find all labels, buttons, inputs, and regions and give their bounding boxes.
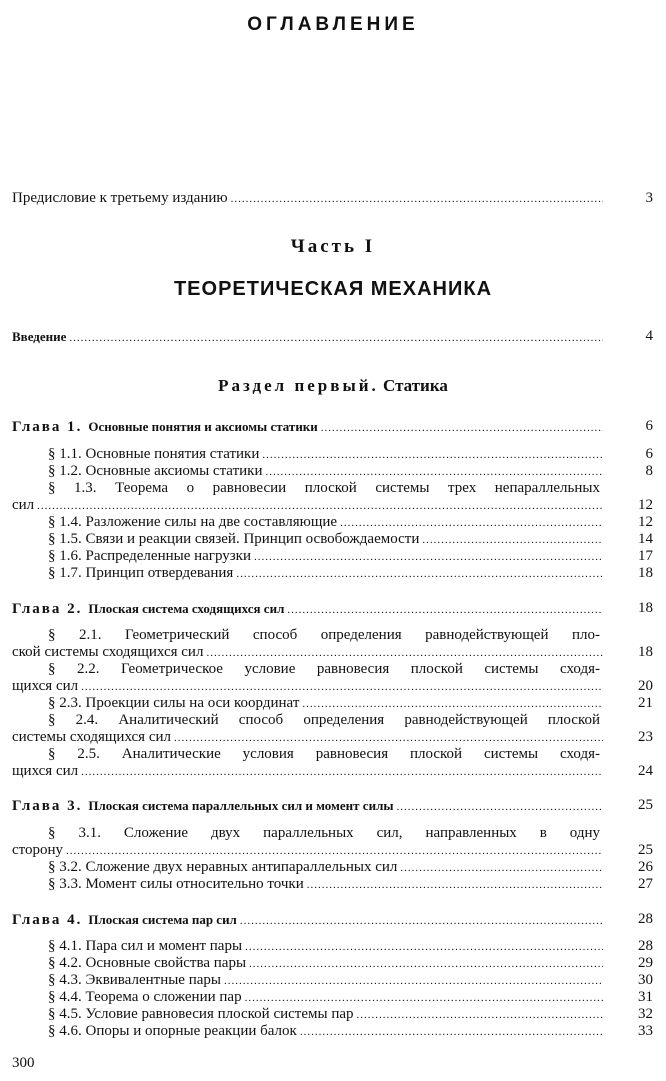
- toc-chapter-4[interactable]: [12, 911, 606, 930]
- chapter-prefix: Глава 3.: [12, 798, 83, 814]
- entry-label: Плоская система сходящихся сил: [88, 601, 285, 616]
- toc-entry[interactable]: § 3.2. Сложение двух неравных антипараллельных сил .....: [48, 859, 606, 877]
- page-ref: 18: [638, 644, 653, 660]
- page-number: 300: [12, 1055, 35, 1071]
- toc-entry[interactable]: § 4.6. Опоры и опорные реакции балок .....: [48, 1023, 606, 1041]
- page-ref: 4: [645, 328, 653, 344]
- toc-entry-line1: § 2.4. Аналитический способ определения равнодействующей плоской: [48, 712, 600, 728]
- entry-label: Введение: [12, 329, 67, 344]
- page-ref: 12: [638, 497, 653, 513]
- toc-entry[interactable]: § 4.3. Эквивалентные пары .....: [48, 972, 606, 990]
- page-ref: 28: [638, 911, 653, 927]
- toc-entry[interactable]: § 1.7. Принцип отвердевания .....: [48, 565, 606, 583]
- page-ref: 31: [638, 989, 653, 1005]
- toc-entry-intro[interactable]: [12, 328, 606, 347]
- entry-label: Плоская система пар сил: [88, 912, 237, 927]
- page-ref: 3: [645, 190, 653, 206]
- toc-entry[interactable]: § 4.1. Пара сил и момент пары .....: [48, 938, 606, 956]
- toc-entry[interactable]: § 1.4. Разложение силы на две составляющие .....: [48, 514, 606, 532]
- page-ref: 12: [638, 514, 653, 530]
- chapter-prefix: Глава 2.: [12, 601, 83, 617]
- toc-entry-line1: § 2.5. Аналитические условия равновесия плоской системы сходя-: [48, 746, 600, 762]
- page-ref: 28: [638, 938, 653, 954]
- toc-entry-line1: § 2.1. Геометрический способ определения равнодействующей пло-: [48, 627, 600, 643]
- page-ref: 6: [645, 446, 653, 462]
- toc-entry[interactable]: системы сходящихся сил .....: [12, 729, 606, 747]
- entry-label: Плоская система параллельных сил и момент силы: [88, 798, 394, 813]
- page-ref: 8: [645, 463, 653, 479]
- page-ref: 6: [645, 418, 653, 434]
- toc-entry[interactable]: § 4.2. Основные свойства пары .....: [48, 955, 606, 973]
- toc-chapter-1[interactable]: [12, 418, 606, 437]
- toc-entry-line1: § 2.2. Геометрическое условие равновесия плоской системы сходя-: [48, 661, 600, 677]
- page-ref: 18: [638, 565, 653, 581]
- toc-entry[interactable]: § 1.6. Распределенные нагрузки .....: [48, 548, 606, 566]
- toc-entry[interactable]: § 3.3. Момент силы относительно точки .....: [48, 876, 606, 894]
- page-ref: 32: [638, 1006, 653, 1022]
- toc-entry-preface[interactable]: [12, 190, 606, 208]
- page-ref: 25: [638, 842, 653, 858]
- toc-entry[interactable]: щихся сил .....: [12, 678, 606, 696]
- page-ref: 17: [638, 548, 653, 564]
- toc-entry[interactable]: § 2.3. Проекции силы на оси координат .....: [48, 695, 606, 713]
- page-ref: 30: [638, 972, 653, 988]
- toc-entry[interactable]: § 4.5. Условие равновесия плоской системы пар .....: [48, 1006, 606, 1024]
- page-ref: 25: [638, 797, 653, 813]
- page-ref: 24: [638, 763, 653, 779]
- page-ref: 20: [638, 678, 653, 694]
- chapter-prefix: Глава 1.: [12, 419, 83, 435]
- entry-label: Предисловие к третьему изданию: [12, 190, 228, 206]
- toc-entry[interactable]: щихся сил .....: [12, 763, 606, 781]
- page-ref: 26: [638, 859, 653, 875]
- section-heading: Раздел первый. Статика: [218, 376, 448, 395]
- part-title: ТЕОРЕТИЧЕСКАЯ МЕХАНИКА: [173, 278, 493, 300]
- part-heading: Часть I: [290, 236, 376, 257]
- page-ref: 29: [638, 955, 653, 971]
- toc-entry-line1: § 1.3. Теорема о равновесии плоской системы трех непараллельных: [48, 480, 600, 496]
- entry-label: Основные понятия и аксиомы статики: [88, 419, 318, 434]
- page-ref: 27: [638, 876, 653, 892]
- toc-entry[interactable]: сторону .....: [12, 842, 606, 860]
- chapter-prefix: Глава 4.: [12, 912, 83, 928]
- toc-entry[interactable]: § 4.4. Теорема о сложении пар .....: [48, 989, 606, 1007]
- toc-entry[interactable]: § 1.2. Основные аксиомы статики .....: [48, 463, 606, 481]
- toc-entry[interactable]: § 1.5. Связи и реакции связей. Принцип освобождаемости .....: [48, 531, 606, 549]
- page-ref: 21: [638, 695, 653, 711]
- toc-entry[interactable]: § 1.1. Основные понятия статики .....: [48, 446, 606, 464]
- page-ref: 23: [638, 729, 653, 745]
- page-ref: 18: [638, 600, 653, 616]
- page-ref: 33: [638, 1023, 653, 1039]
- toc-entry-line1: § 3.1. Сложение двух параллельных сил, направленных в одну: [48, 825, 600, 841]
- toc-chapter-2[interactable]: [12, 600, 606, 619]
- page-title: ОГЛАВЛЕНИЕ: [247, 14, 419, 35]
- page-ref: 14: [638, 531, 653, 547]
- toc-entry[interactable]: сил .....: [12, 497, 606, 515]
- toc-chapter-3[interactable]: [12, 797, 606, 816]
- toc-entry[interactable]: ской системы сходящихся сил .....: [12, 644, 606, 662]
